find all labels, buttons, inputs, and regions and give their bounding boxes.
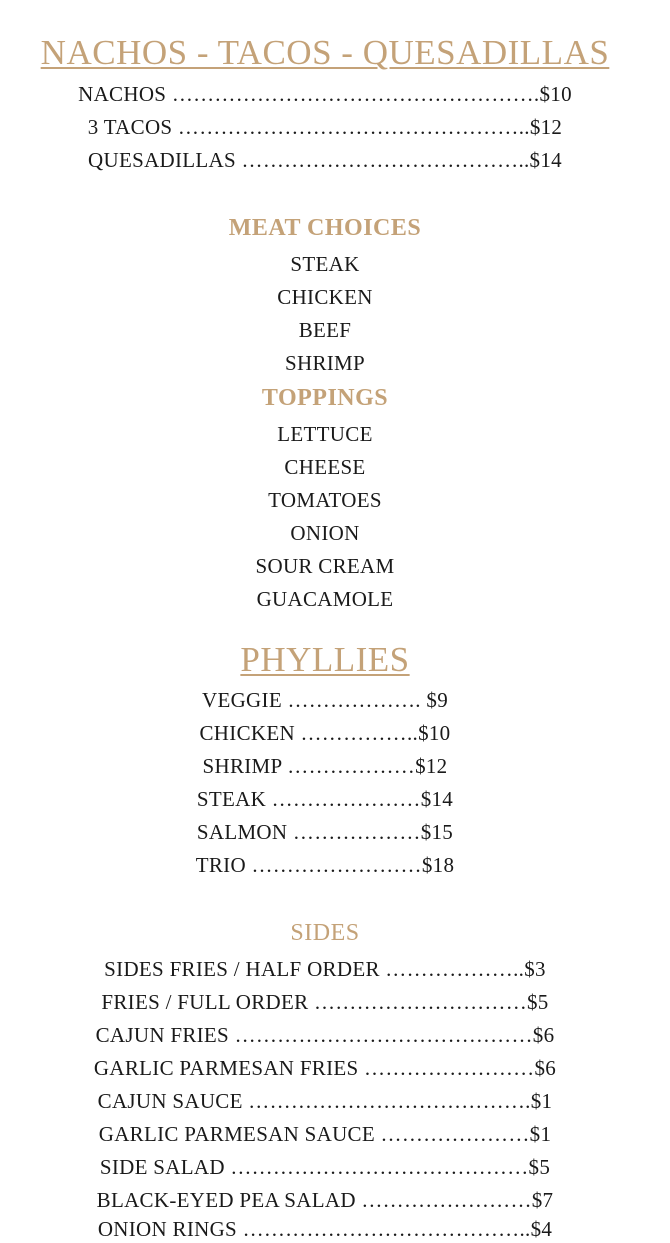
side-item-cajun-sauce: CAJUN SAUCE ………………………………….$1 bbox=[97, 1089, 553, 1113]
meat-choice-steak: STEAK bbox=[290, 252, 360, 276]
side-item-onion-rings: ONION RINGS …………………………………..$4 bbox=[97, 1217, 553, 1241]
phyllie-steak: STEAK …………………$14 bbox=[196, 787, 454, 811]
menu-item-quesadillas: QUESADILLAS …………………………………..$14 bbox=[88, 148, 562, 172]
side-item-cajun-fries: CAJUN FRIES ……………………………………$6 bbox=[95, 1023, 555, 1047]
side-item-full-fries: FRIES / FULL ORDER …………………………$5 bbox=[101, 990, 549, 1014]
heading-phyllies: PHYLLIES bbox=[240, 640, 410, 679]
heading-toppings: TOPPINGS bbox=[261, 385, 389, 411]
side-item-side-salad: SIDE SALAD ……………………………………$5 bbox=[99, 1155, 551, 1179]
side-item-garlic-parmesan-fries: GARLIC PARMESAN FRIES ……………………$6 bbox=[93, 1056, 557, 1080]
phyllie-salmon: SALMON ………………$15 bbox=[196, 820, 454, 844]
meat-choice-shrimp: SHRIMP bbox=[285, 351, 365, 375]
heading-meat-choices: MEAT CHOICES bbox=[228, 215, 422, 241]
topping-guacamole: GUACAMOLE bbox=[256, 587, 394, 611]
topping-lettuce: LETTUCE bbox=[277, 422, 373, 446]
side-item-garlic-parmesan-sauce: GARLIC PARMESAN SAUCE …………………$1 bbox=[98, 1122, 552, 1146]
phyllie-veggie: VEGGIE ………………. $9 bbox=[202, 688, 448, 712]
meat-choice-chicken: CHICKEN bbox=[277, 285, 373, 309]
heading-sides: SIDES bbox=[290, 920, 360, 946]
side-item-half-fries: SIDES FRIES / HALF ORDER ………………..$3 bbox=[104, 957, 546, 981]
topping-tomatoes: TOMATOES bbox=[268, 488, 382, 512]
heading-nachos-tacos-quesadillas: NACHOS - TACOS - QUESADILLAS bbox=[40, 33, 610, 72]
menu-item-nachos: NACHOS …………………………………………….$10 bbox=[78, 82, 572, 106]
topping-sour-cream: SOUR CREAM bbox=[255, 554, 395, 578]
meat-choice-beef: BEEF bbox=[298, 318, 352, 342]
phyllie-chicken: CHICKEN ……………..$10 bbox=[199, 721, 451, 745]
topping-cheese: CHEESE bbox=[284, 455, 366, 479]
menu-item-3-tacos: 3 TACOS …………………………………………..$12 bbox=[87, 115, 563, 139]
side-item-black-eyed-pea-salad: BLACK-EYED PEA SALAD ……………………$7 bbox=[96, 1188, 554, 1212]
phyllie-trio: TRIO ……………………$18 bbox=[195, 853, 455, 877]
phyllie-shrimp: SHRIMP ………………$12 bbox=[202, 754, 448, 778]
topping-onion: ONION bbox=[290, 521, 360, 545]
